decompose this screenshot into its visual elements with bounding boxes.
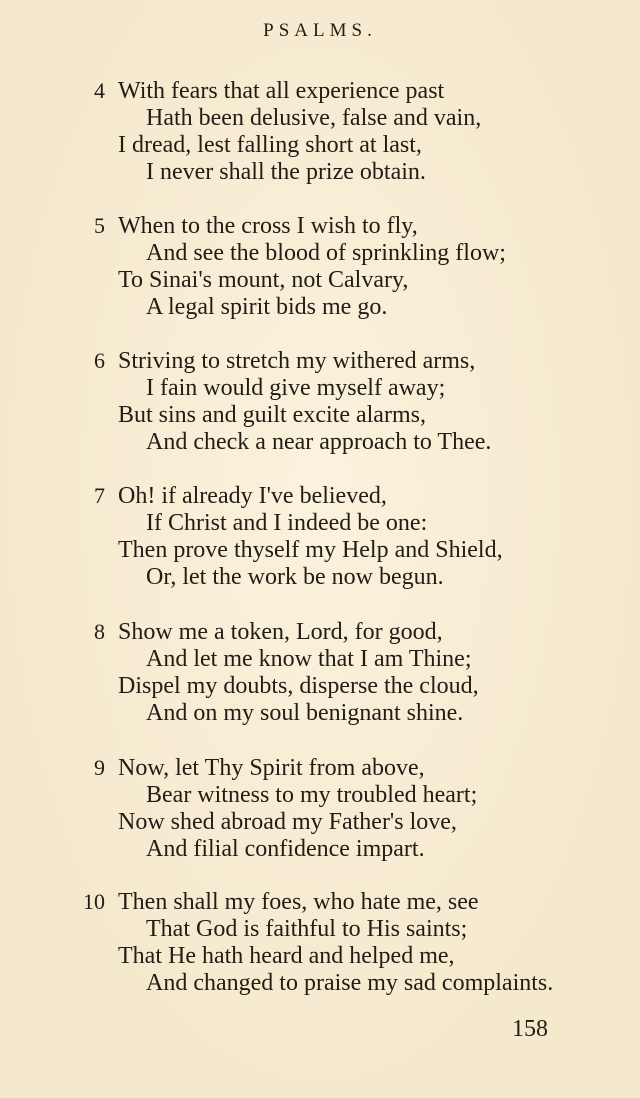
verse-number: 8 xyxy=(94,619,105,644)
verse-line: And check a near approach to Thee. xyxy=(146,429,492,455)
verse-line: Dispel my doubts, disperse the cloud, xyxy=(118,673,479,699)
verse-line: Oh! if already I've believed, xyxy=(118,483,387,509)
verse-line: To Sinai's mount, not Calvary, xyxy=(118,267,409,293)
verse-number: 4 xyxy=(94,78,105,103)
verse-line: And see the blood of sprinkling flow; xyxy=(146,240,506,266)
verse-line: And filial confidence impart. xyxy=(146,836,425,862)
verse-line: A legal spirit bids me go. xyxy=(146,294,388,320)
verse-line: Striving to stretch my withered arms, xyxy=(118,348,476,374)
verse-line: But sins and guilt excite alarms, xyxy=(118,402,426,428)
verse-line: When to the cross I wish to fly, xyxy=(118,213,418,239)
page-number: 158 xyxy=(512,1016,548,1042)
verse-line: Or, let the work be now begun. xyxy=(146,564,444,590)
verse-line: And let me know that I am Thine; xyxy=(146,646,472,672)
verse-line: Now, let Thy Spirit from above, xyxy=(118,755,425,781)
verse-line: I never shall the prize obtain. xyxy=(146,159,426,185)
verse-line: And on my soul benignant shine. xyxy=(146,700,464,726)
verse-number: 7 xyxy=(94,483,105,508)
verse-line: Show me a token, Lord, for good, xyxy=(118,619,443,645)
verse-line: Hath been delusive, false and vain, xyxy=(146,105,482,131)
verse-line: Then prove thyself my Help and Shield, xyxy=(118,537,503,563)
verse-number: 6 xyxy=(94,348,105,373)
running-header: PSALMS. xyxy=(263,20,377,41)
verse-line: I fain would give myself away; xyxy=(146,375,446,401)
verse-number: 9 xyxy=(94,755,105,780)
verse-line: That He hath heard and helped me, xyxy=(118,943,455,969)
verse-number: 5 xyxy=(94,213,105,238)
verse-line: And changed to praise my sad complaints. xyxy=(146,970,554,996)
verse-line: Bear witness to my troubled heart; xyxy=(146,782,478,808)
verse-line: Now shed abroad my Father's love, xyxy=(118,809,457,835)
verse-line: With fears that all experience past xyxy=(118,78,445,104)
verse-line: I dread, lest falling short at last, xyxy=(118,132,422,158)
verse-line: That God is faithful to His saints; xyxy=(146,916,468,942)
verse-line: Then shall my foes, who hate me, see xyxy=(118,889,479,915)
verse-line: If Christ and I indeed be one: xyxy=(146,510,428,536)
verse-number: 10 xyxy=(83,889,105,914)
